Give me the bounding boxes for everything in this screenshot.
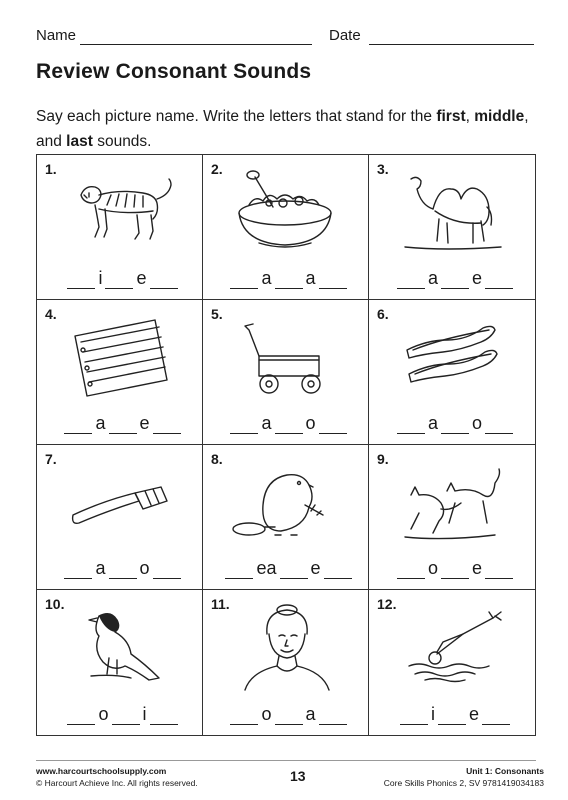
answer-blank-first[interactable]: [225, 578, 253, 579]
answer-blank-first[interactable]: [67, 724, 95, 725]
razor-icon: [59, 455, 181, 549]
answer-blanks[interactable]: [221, 553, 356, 579]
given-letter: ea: [256, 558, 277, 578]
answer-blank-first[interactable]: [400, 724, 428, 725]
answer-blank-middle[interactable]: [275, 433, 303, 434]
given-letter: o: [427, 558, 438, 578]
answer-blank-first[interactable]: [397, 578, 425, 579]
answer-blank-middle[interactable]: [441, 288, 469, 289]
name-field[interactable]: [80, 44, 312, 45]
instructions-first: first: [436, 108, 466, 125]
given-letter: e: [472, 558, 483, 578]
answer-blank-last[interactable]: [485, 433, 513, 434]
item-number: 11.: [211, 596, 230, 612]
given-letter: o: [139, 558, 150, 578]
answer-blanks[interactable]: [387, 263, 523, 289]
given-letter: i: [142, 704, 147, 724]
given-letter: e: [310, 558, 321, 578]
header-row: [36, 27, 536, 47]
exercise-cell: [203, 445, 369, 590]
answer-blank-first[interactable]: [67, 288, 95, 289]
answer-blanks[interactable]: [55, 408, 190, 434]
beaver-icon: [225, 455, 347, 549]
answer-blank-first[interactable]: [397, 288, 425, 289]
exercise-cell: [203, 300, 369, 445]
camel-icon: [391, 165, 513, 259]
given-letter: i: [430, 704, 435, 724]
instructions-sep: ,: [465, 108, 475, 125]
paper-icon: [59, 310, 181, 404]
answer-blank-last[interactable]: [150, 288, 178, 289]
item-number: 12.: [377, 596, 397, 612]
answer-blanks[interactable]: [387, 553, 523, 579]
answer-blanks[interactable]: [55, 263, 190, 289]
exercise-cell: [37, 155, 203, 300]
answer-blank-middle[interactable]: [105, 288, 133, 289]
tiger-icon: [59, 165, 181, 259]
instructions-middle: middle: [474, 108, 525, 125]
footer-right: [384, 765, 544, 789]
instructions-last: last: [66, 133, 93, 150]
given-letter: a: [95, 558, 106, 578]
exercise-grid: [36, 154, 536, 736]
answer-blank-middle[interactable]: [275, 288, 303, 289]
name-label: Name: [36, 27, 77, 44]
item-number: 1.: [45, 161, 57, 177]
woman-icon: [225, 600, 347, 694]
date-label: Date: [329, 27, 361, 44]
answer-blank-last[interactable]: [153, 433, 181, 434]
footer-url[interactable]: www.harcourtschoolsupply.com: [36, 766, 167, 776]
answer-blanks[interactable]: [387, 699, 523, 725]
wagon-icon: [225, 310, 347, 404]
answer-blank-first[interactable]: [64, 578, 92, 579]
answer-blank-middle[interactable]: [438, 724, 466, 725]
given-letter: e: [139, 413, 150, 433]
instructions-text: sounds.: [92, 133, 152, 150]
exercise-cell: [369, 300, 535, 445]
item-number: 3.: [377, 161, 389, 177]
item-number: 7.: [45, 451, 57, 467]
given-letter: o: [261, 704, 272, 724]
answer-blank-first[interactable]: [64, 433, 92, 434]
given-letter: a: [261, 268, 272, 288]
given-letter: a: [427, 268, 438, 288]
exercise-cell: [203, 155, 369, 300]
given-letter: a: [427, 413, 438, 433]
footer-divider: [36, 760, 536, 761]
answer-blanks[interactable]: [55, 553, 190, 579]
answer-blank-first[interactable]: [230, 433, 258, 434]
answer-blanks[interactable]: [221, 263, 356, 289]
answer-blank-first[interactable]: [397, 433, 425, 434]
answer-blank-last[interactable]: [485, 288, 513, 289]
exercise-cell: [37, 590, 203, 735]
given-letter: e: [472, 268, 483, 288]
diver-icon: [391, 600, 513, 694]
exercise-cell: [203, 590, 369, 735]
answer-blank-middle[interactable]: [441, 578, 469, 579]
answer-blanks[interactable]: [221, 408, 356, 434]
exercise-cell: [369, 445, 535, 590]
exercise-cell: [37, 300, 203, 445]
answer-blank-last[interactable]: [324, 578, 352, 579]
exercise-cell: [369, 590, 535, 735]
answer-blank-last[interactable]: [153, 578, 181, 579]
given-letter: e: [136, 268, 147, 288]
item-number: 10.: [45, 596, 65, 612]
bacon-icon: [391, 310, 513, 404]
given-letter: o: [98, 704, 109, 724]
given-letter: a: [95, 413, 106, 433]
answer-blank-first[interactable]: [230, 288, 258, 289]
item-number: 2.: [211, 161, 223, 177]
robin-icon: [59, 600, 181, 694]
answer-blank-middle[interactable]: [275, 724, 303, 725]
answer-blank-last[interactable]: [482, 724, 510, 725]
footer-unit: Unit 1: Consonants: [466, 766, 544, 776]
page-title: Review Consonant Sounds: [36, 60, 312, 83]
answer-blank-last[interactable]: [319, 724, 347, 725]
item-number: 4.: [45, 306, 57, 322]
answer-blank-last[interactable]: [150, 724, 178, 725]
answer-blank-last[interactable]: [319, 288, 347, 289]
footer-copyright: © Harcourt Achieve Inc. All rights reserved.: [36, 778, 198, 788]
given-letter: a: [261, 413, 272, 433]
item-number: 5.: [211, 306, 223, 322]
item-number: 9.: [377, 451, 389, 467]
date-field[interactable]: [369, 44, 534, 45]
exercise-cell: [37, 445, 203, 590]
footer-book: Core Skills Phonics 2, SV 9781419034183: [383, 778, 544, 788]
given-letter: i: [98, 268, 103, 288]
instructions-sep: , and: [36, 108, 529, 150]
answer-blank-middle[interactable]: [109, 578, 137, 579]
answer-blank-last[interactable]: [319, 433, 347, 434]
answer-blanks[interactable]: [221, 699, 356, 725]
item-number: 8.: [211, 451, 223, 467]
instructions: [36, 104, 536, 154]
answer-blank-first[interactable]: [230, 724, 258, 725]
answer-blank-middle[interactable]: [112, 724, 140, 725]
foxes-icon: [391, 455, 513, 549]
answer-blank-middle[interactable]: [109, 433, 137, 434]
given-letter: e: [468, 704, 479, 724]
given-letter: a: [305, 268, 316, 288]
instructions-text: Say each picture name. Write the letters that stand for the: [36, 108, 437, 125]
answer-blank-last[interactable]: [485, 578, 513, 579]
answer-blank-middle[interactable]: [280, 578, 308, 579]
footer-left: [36, 765, 198, 789]
item-number: 6.: [377, 306, 389, 322]
given-letter: o: [305, 413, 316, 433]
salad-bowl-icon: [225, 165, 347, 259]
given-letter: o: [472, 413, 483, 433]
answer-blank-middle[interactable]: [441, 433, 469, 434]
exercise-cell: [369, 155, 535, 300]
page-number: 13: [290, 768, 306, 784]
answer-blanks[interactable]: [387, 408, 523, 434]
given-letter: a: [305, 704, 316, 724]
answer-blanks[interactable]: [55, 699, 190, 725]
